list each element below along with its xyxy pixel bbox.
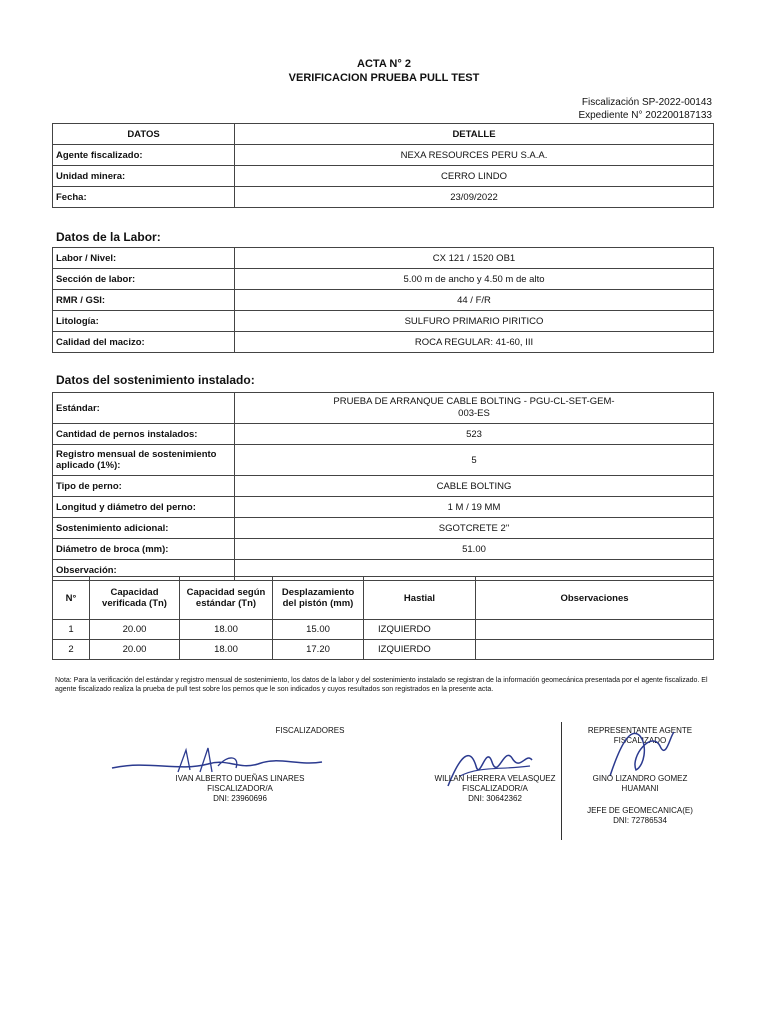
table-row: [53, 476, 714, 497]
row-value: NEXA RESOURCES PERU S.A.A.: [235, 145, 714, 166]
row-key: Labor / Nivel:: [53, 248, 235, 269]
table-row: [53, 187, 714, 208]
signer-2-dni: DNI: 30642362: [468, 794, 522, 803]
col-header: Hastial: [364, 577, 476, 620]
row-key: Fecha:: [53, 187, 235, 208]
row-value: 23/09/2022: [235, 187, 714, 208]
row-key: Unidad minera:: [53, 166, 235, 187]
row-value: 5.00 m de ancho y 4.50 m de alto: [235, 269, 714, 290]
sostenimiento-heading: Datos del sostenimiento instalado:: [56, 373, 255, 387]
cell-n: 1: [53, 620, 90, 640]
row-value: SULFURO PRIMARIO PIRITICO: [235, 311, 714, 332]
labor-heading: Datos de la Labor:: [56, 230, 161, 244]
signer-2-name: WILLAN HERRERA VELASQUEZ: [434, 774, 556, 783]
footnote: Nota: Para la verificación del estándar y registro mensual de sostenimiento, los datos de la labor y del sostenimiento instalado se registran de la información geomecánica presentada por el agente fiscalizado. El agente fiscalizado realiza la prueba de pull test sobre los pernos que le son indicados y cuyos resultados son registrados en la presente acta.: [55, 677, 708, 693]
cell-observaciones: [476, 620, 714, 640]
row-key: Calidad del macizo:: [53, 332, 235, 353]
row-key: Litología:: [53, 311, 235, 332]
general-table: [52, 123, 714, 208]
table-row: [53, 424, 714, 445]
row-value: 523: [235, 424, 714, 445]
fiscalizacion-ref: Fiscalización SP-2022-00143: [581, 97, 712, 108]
expediente-ref: Expediente N° 202200187133: [578, 110, 712, 121]
table-row: [53, 518, 714, 539]
document-subtitle: VERIFICACION PRUEBA PULL TEST: [288, 72, 480, 84]
table-row: [53, 539, 714, 560]
header-detalle: DETALLE: [235, 124, 714, 145]
table-row: [53, 332, 714, 353]
table-row: [53, 166, 714, 187]
row-value: ROCA REGULAR: 41-60, III: [235, 332, 714, 353]
col-header: Observaciones: [476, 577, 714, 620]
cell-n: 2: [53, 640, 90, 660]
cell-verificada: 20.00: [90, 620, 180, 640]
signer-3: [578, 774, 702, 794]
row-value: CABLE BOLTING: [235, 476, 714, 497]
row-key: Estándar:: [53, 393, 235, 424]
representante-label: REPRESENTANTE AGENTE FISCALIZADO: [587, 726, 693, 745]
table-row: [53, 290, 714, 311]
table-row: [53, 248, 714, 269]
signer-2-role: FISCALIZADOR/A: [462, 784, 528, 793]
signer-3-dni: DNI: 72786534: [613, 816, 667, 825]
row-key: Sección de labor:: [53, 269, 235, 290]
signer-3-details: [572, 806, 708, 826]
signer-3-name: GINO LIZANDRO GOMEZ HUAMANI: [592, 774, 688, 793]
signer-1-dni: DNI: 23960696: [213, 794, 267, 803]
table-row: [53, 145, 714, 166]
reference-block: [578, 96, 712, 122]
row-value: 5: [235, 445, 714, 476]
row-key: Cantidad de pernos instalados:: [53, 424, 235, 445]
table-row: [53, 311, 714, 332]
signer-1: [150, 774, 330, 804]
row-key: Agente fiscalizado:: [53, 145, 235, 166]
row-value: SGOTCRETE 2": [235, 518, 714, 539]
cell-observaciones: [476, 640, 714, 660]
col-header: Capacidad verificada (Tn): [90, 577, 180, 620]
row-key: Sostenimiento adicional:: [53, 518, 235, 539]
document-title: ACTA N° 2: [357, 58, 411, 70]
cell-desplazamiento: 15.00: [273, 620, 364, 640]
row-value: 44 / F/R: [235, 290, 714, 311]
table-row: [53, 640, 714, 660]
row-value: 51.00: [235, 539, 714, 560]
signer-1-role: FISCALIZADOR/A: [207, 784, 273, 793]
table-row: [53, 393, 714, 424]
estandar-line-1: PRUEBA DE ARRANQUE CABLE BOLTING - PGU-CL-SET-GEM-: [333, 396, 615, 407]
cell-hastial: IZQUIERDO: [364, 620, 476, 640]
row-key: Registro mensual de sostenimiento aplicado (1%):: [53, 445, 235, 476]
cell-desplazamiento: 17.20: [273, 640, 364, 660]
row-key: Diámetro de broca (mm):: [53, 539, 235, 560]
col-header: N°: [53, 577, 90, 620]
cell-estandar: 18.00: [180, 640, 273, 660]
row-value: CERRO LINDO: [235, 166, 714, 187]
sostenimiento-table: [52, 392, 714, 581]
table-row: [53, 269, 714, 290]
header-datos: DATOS: [53, 124, 235, 145]
cell-verificada: 20.00: [90, 640, 180, 660]
row-key: RMR / GSI:: [53, 290, 235, 311]
estandar-line-2: 003-ES: [458, 408, 490, 419]
row-key: Tipo de perno:: [53, 476, 235, 497]
row-value: 1 M / 19 MM: [235, 497, 714, 518]
table-row: [53, 445, 714, 476]
results-table: [52, 576, 714, 660]
cell-estandar: 18.00: [180, 620, 273, 640]
col-header: Capacidad según estándar (Tn): [180, 577, 273, 620]
signer-3-role: JEFE DE GEOMECANICA(E): [587, 806, 693, 815]
table-row: [53, 497, 714, 518]
row-value: [235, 393, 714, 424]
results-header-row: [53, 577, 714, 620]
row-key: Longitud y diámetro del perno:: [53, 497, 235, 518]
labor-table: [52, 247, 714, 353]
row-value: CX 121 / 1520 OB1: [235, 248, 714, 269]
col-header: Desplazamiento del pistón (mm): [273, 577, 364, 620]
table-row: [53, 620, 714, 640]
fiscalizadores-label: FISCALIZADORES: [275, 726, 345, 735]
signer-2: [420, 774, 570, 804]
cell-hastial: IZQUIERDO: [364, 640, 476, 660]
row-key: Observación:: [53, 560, 235, 581]
signer-1-name: IVAN ALBERTO DUEÑAS LINARES: [175, 774, 305, 783]
